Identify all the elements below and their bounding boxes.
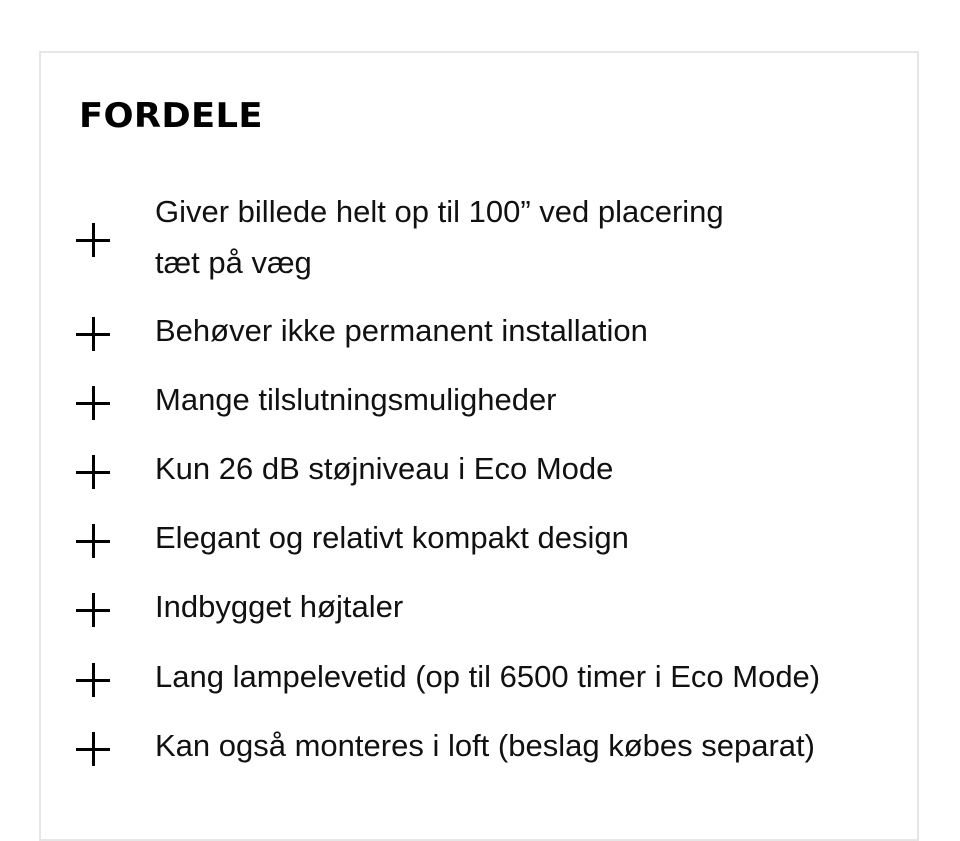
list-item-text: Kan også monteres i loft (beslag købes separat) <box>155 728 815 763</box>
plus-icon <box>76 732 110 766</box>
list-item-text: Lang lampelevetid (op til 6500 timer i Eco Mode) <box>155 659 821 694</box>
plus-icon <box>76 317 110 351</box>
plus-icon <box>76 524 110 558</box>
plus-icon <box>76 386 110 420</box>
list-item-text: Mange tilslutningsmuligheder <box>155 382 557 417</box>
section-title: FORDELE <box>79 96 263 136</box>
plus-icon <box>76 663 110 697</box>
list-item-text: Elegant og relativt kompakt design <box>155 520 629 555</box>
list-item-text: Giver billede helt op til 100” ved placering tæt på væg <box>155 194 724 280</box>
plus-icon <box>76 593 110 627</box>
list-item-text: Indbygget højtaler <box>155 589 404 624</box>
plus-icon <box>76 455 110 489</box>
list-item-text: Kun 26 dB støjniveau i Eco Mode <box>155 451 614 486</box>
list-item-text: Behøver ikke permanent installation <box>155 313 648 348</box>
plus-icon <box>76 223 110 257</box>
